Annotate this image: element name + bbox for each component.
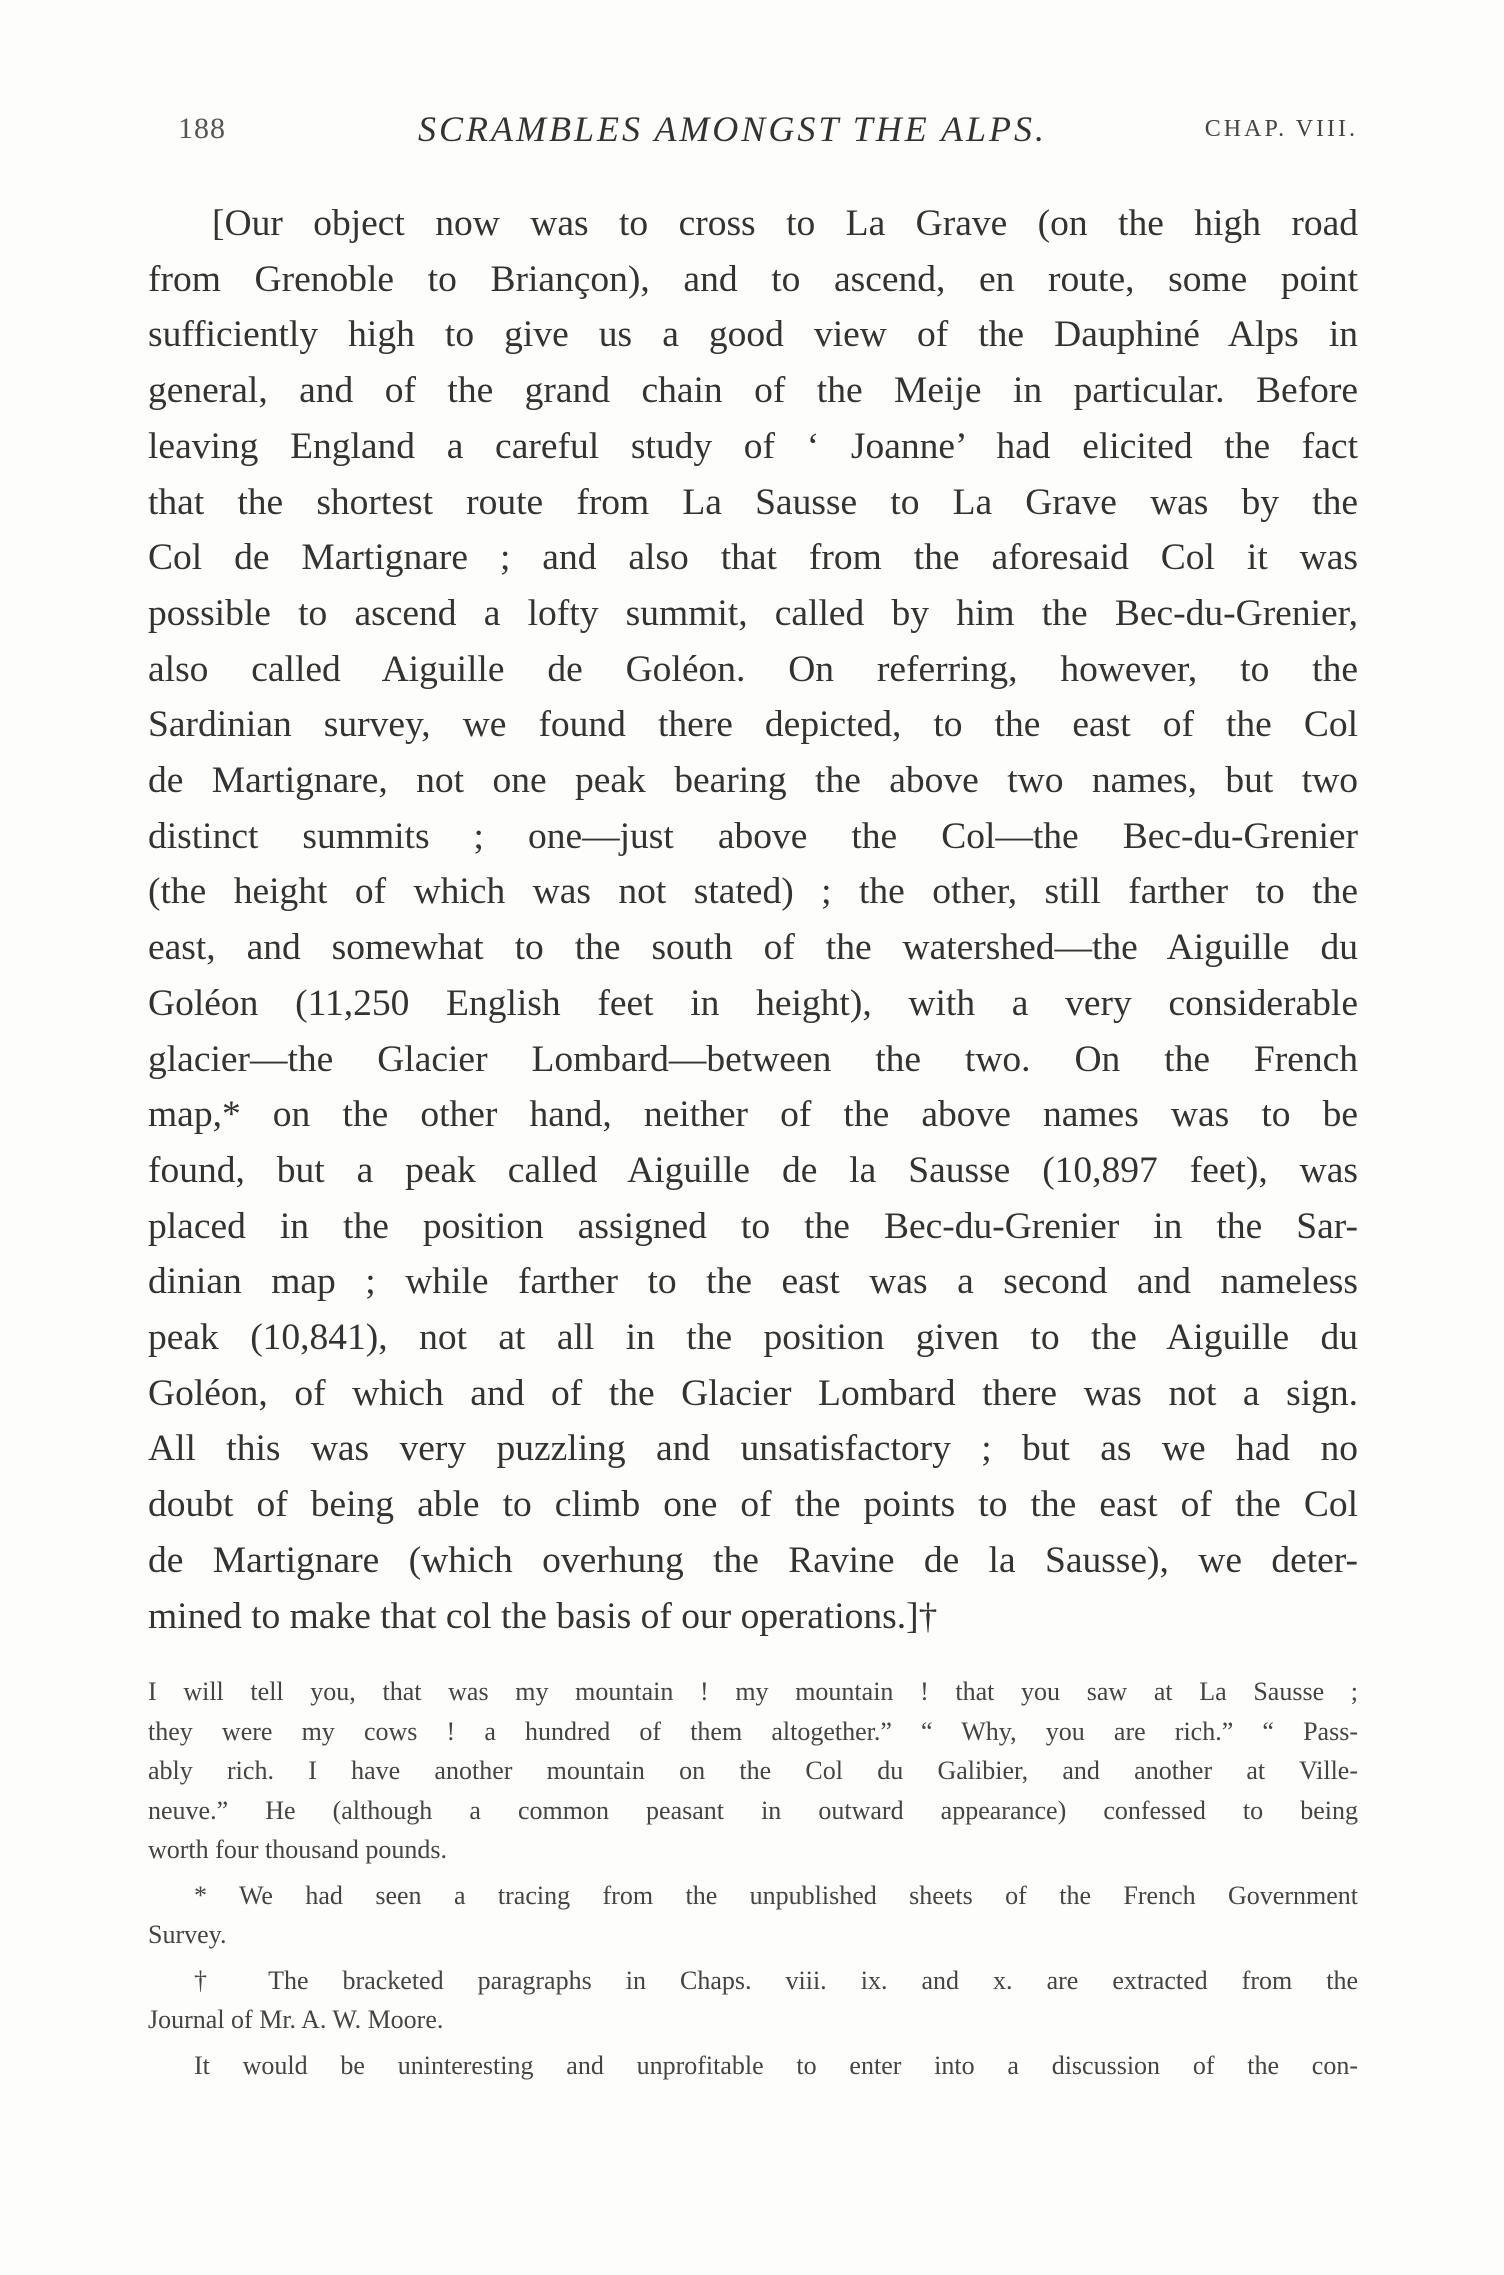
text-line: Goléon, of which and of the Glacier Lombard there was not a sign. [148, 1372, 1358, 1414]
footnote-line: Journal of Mr. A. W. Moore. [148, 2005, 444, 2034]
text-line: leaving England a careful study of ‘ Joanne’ had elicited the fact [148, 425, 1358, 467]
text-line: from Grenoble to Briançon), and to ascend, en route, some point [148, 258, 1358, 300]
running-title: SCRAMBLES AMONGST THE ALPS. [418, 109, 1048, 149]
text-line: Col de Martignare ; and also that from the aforesaid Col it was [148, 537, 1358, 579]
text-line: placed in the position assigned to the Bec-du-Grenier in the Sar- [148, 1205, 1358, 1247]
footnote-line: ably rich. I have another mountain on the Col du Galibier, and another at Ville- [148, 1756, 1358, 1785]
text-line: mined to make that col the basis of our operations.]† [148, 1595, 938, 1637]
footnote-line: they were my cows ! a hundred of them altogether.” “ Why, you are rich.” “ Pass- [148, 1716, 1358, 1746]
text-line: also called Aiguille de Goléon. On referring, however, to the [148, 648, 1358, 690]
footnote-line: I will tell you, that was my mountain ! my mountain ! that you saw at La Sausse ; [148, 1677, 1358, 1706]
footnotes [148, 1672, 1358, 2085]
page-header [178, 109, 1358, 162]
text-line: [Our object now was to cross to La Grave (on the high road [212, 203, 1358, 244]
footnote-line: It would be uninteresting and unprofitable to enter into a discussion of the con- [194, 2050, 1358, 2080]
text-line: general, and of the grand chain of the Meije in particular. Before [148, 370, 1358, 412]
text-line: Goléon (11,250 English feet in height), with a very considerable [148, 982, 1358, 1024]
footnote-dagger [148, 1961, 1358, 2040]
page-number: 188 [178, 112, 226, 145]
text-line: found, but a peak called Aiguille de la Sausse (10,897 feet), was [148, 1149, 1358, 1191]
chapter-label: CHAP. VIII. [1204, 116, 1358, 142]
text-line: east, and somewhat to the south of the watershed—the Aiguille du [148, 927, 1358, 969]
text-line: possible to ascend a lofty summit, called by him the Bec-du-Grenier, [148, 592, 1358, 634]
text-line: distinct summits ; one—just above the Col—the Bec-du-Grenier [148, 815, 1358, 857]
text-line: sufficiently high to give us a good view of the Dauphiné Alps in [148, 314, 1358, 356]
text-line: doubt of being able to climb one of the points to the east of the Col [148, 1484, 1358, 1526]
text-line: that the shortest route from La Sausse to La Grave was by the [148, 481, 1358, 523]
footnote-line: neuve.” He (although a common peasant in outward appearance) confessed to being [148, 1795, 1358, 1825]
text-line: map,* on the other hand, neither of the above names was to be [148, 1094, 1358, 1136]
text-line: Sardinian survey, we found there depicted, to the east of the Col [148, 704, 1358, 746]
text-line: (the height of which was not stated) ; the other, still farther to the [148, 871, 1358, 913]
text-line: peak (10,841), not at all in the position given to the Aiguille du [148, 1317, 1358, 1359]
footnote-line: † The bracketed paragraphs in Chaps. viii. ix. and x. are extracted from the [194, 1965, 1358, 1995]
footnote-continuation [148, 2046, 1358, 2086]
footnote-star [148, 1876, 1358, 1955]
footnote-line: Survey. [148, 1920, 227, 1949]
text-line: de Martignare (which overhung the Ravine de la Sausse), we deter- [148, 1539, 1358, 1581]
text-line: dinian map ; while farther to the east was a second and nameless [148, 1261, 1358, 1303]
text-line: de Martignare, not one peak bearing the above two names, but two [148, 760, 1358, 802]
text-line: glacier—the Glacier Lombard—between the two. On the French [148, 1038, 1358, 1080]
main-paragraph [148, 196, 1358, 1644]
footnote-line: worth four thousand pounds. [148, 1835, 447, 1864]
footnote-continued [148, 1672, 1358, 1870]
text-line: All this was very puzzling and unsatisfactory ; but as we had no [148, 1428, 1358, 1470]
footnote-line: * We had seen a tracing from the unpublished sheets of the French Government [194, 1880, 1358, 1910]
